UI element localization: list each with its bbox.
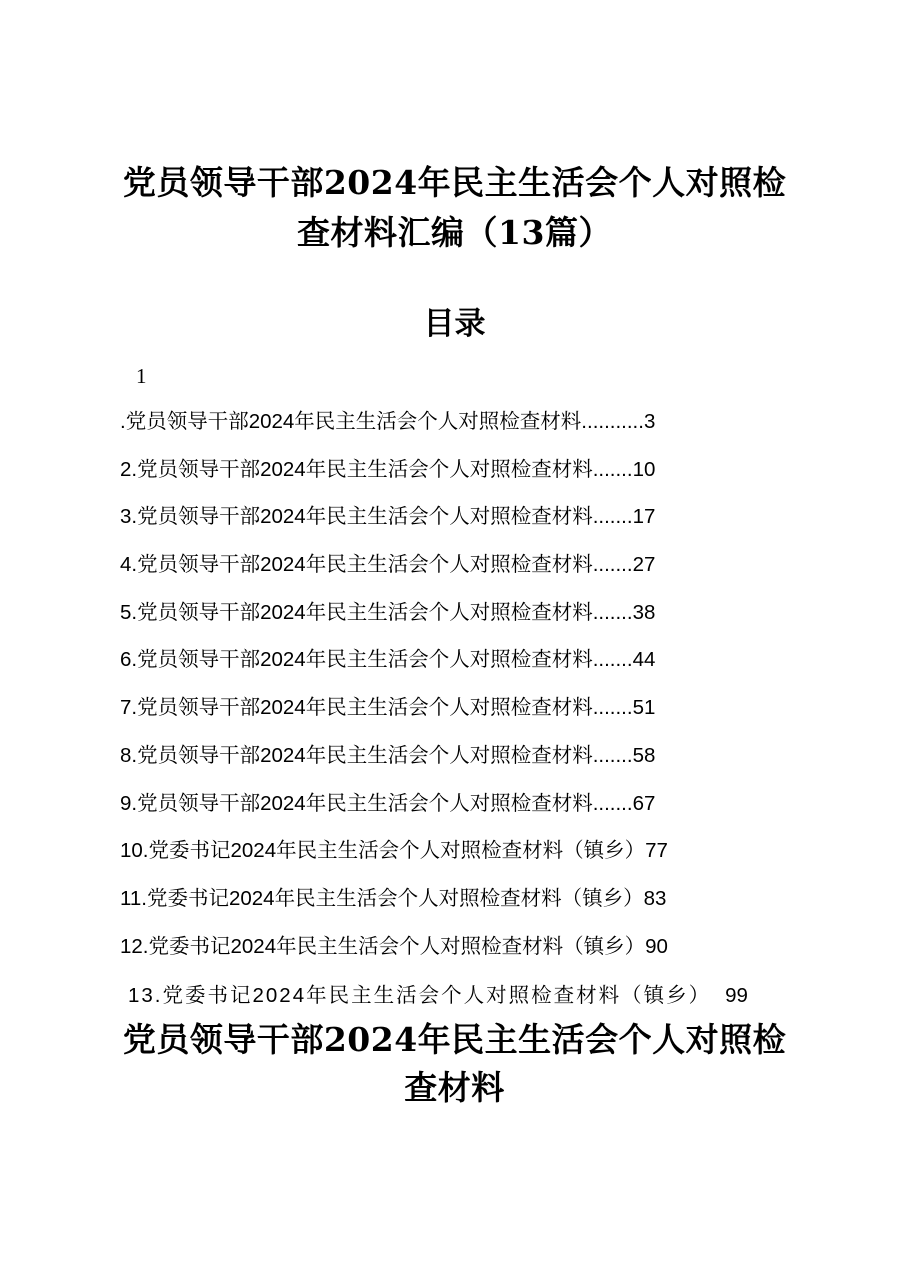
toc-entry-last-text: 13.党委书记2024年民主生活会个人对照检查材料（镇乡） — [128, 984, 712, 1007]
section-title — [100, 1016, 809, 1112]
table-of-contents — [120, 404, 668, 976]
toc-entry[interactable]: .党员领导干部2024年民主生活会个人对照检查材料...........3 — [120, 410, 656, 433]
toc-entry[interactable]: 7.党员领导干部2024年民主生活会个人对照检查材料.......51 — [120, 696, 656, 720]
toc-entry[interactable]: 5.党员领导干部2024年民主生活会个人对照检查材料.......38 — [120, 600, 656, 624]
toc-entry[interactable]: 3.党员领导干部2024年民主生活会个人对照检查材料.......17 — [120, 505, 656, 529]
compilation-title-line-2: 查材料汇编（13篇） — [297, 213, 612, 252]
section-title-line-1: 党员领导干部2024年民主生活会个人对照检 — [122, 1020, 787, 1059]
toc-entry[interactable]: 2.党员领导干部2024年民主生活会个人对照检查材料.......10 — [120, 457, 656, 481]
compilation-title — [100, 158, 809, 258]
toc-entry[interactable]: 8.党员领导干部2024年民主生活会个人对照检查材料.......58 — [120, 743, 656, 767]
compilation-title-line-1: 党员领导干部2024年民主生活会个人对照检 — [122, 163, 787, 202]
toc-heading: 目录 — [423, 306, 486, 342]
toc-number-fragment: 1 — [136, 364, 147, 388]
toc-entry-last[interactable] — [128, 978, 748, 1014]
toc-entry-last-page: 99 — [725, 984, 748, 1007]
toc-entry[interactable]: 10.党委书记2024年民主生活会个人对照检查材料（镇乡）77 — [120, 839, 668, 863]
section-title-line-2: 查材料 — [404, 1068, 505, 1107]
toc-entry[interactable]: 6.党员领导干部2024年民主生活会个人对照检查材料.......44 — [120, 648, 656, 672]
toc-entry[interactable]: 4.党员领导干部2024年民主生活会个人对照检查材料.......27 — [120, 553, 656, 577]
toc-entry[interactable]: 9.党员领导干部2024年民主生活会个人对照检查材料.......67 — [120, 791, 656, 815]
toc-entry[interactable]: 12.党委书记2024年民主生活会个人对照检查材料（镇乡）90 — [120, 934, 668, 958]
toc-entry[interactable]: 11.党委书记2024年民主生活会个人对照检查材料（镇乡）83 — [120, 886, 667, 910]
